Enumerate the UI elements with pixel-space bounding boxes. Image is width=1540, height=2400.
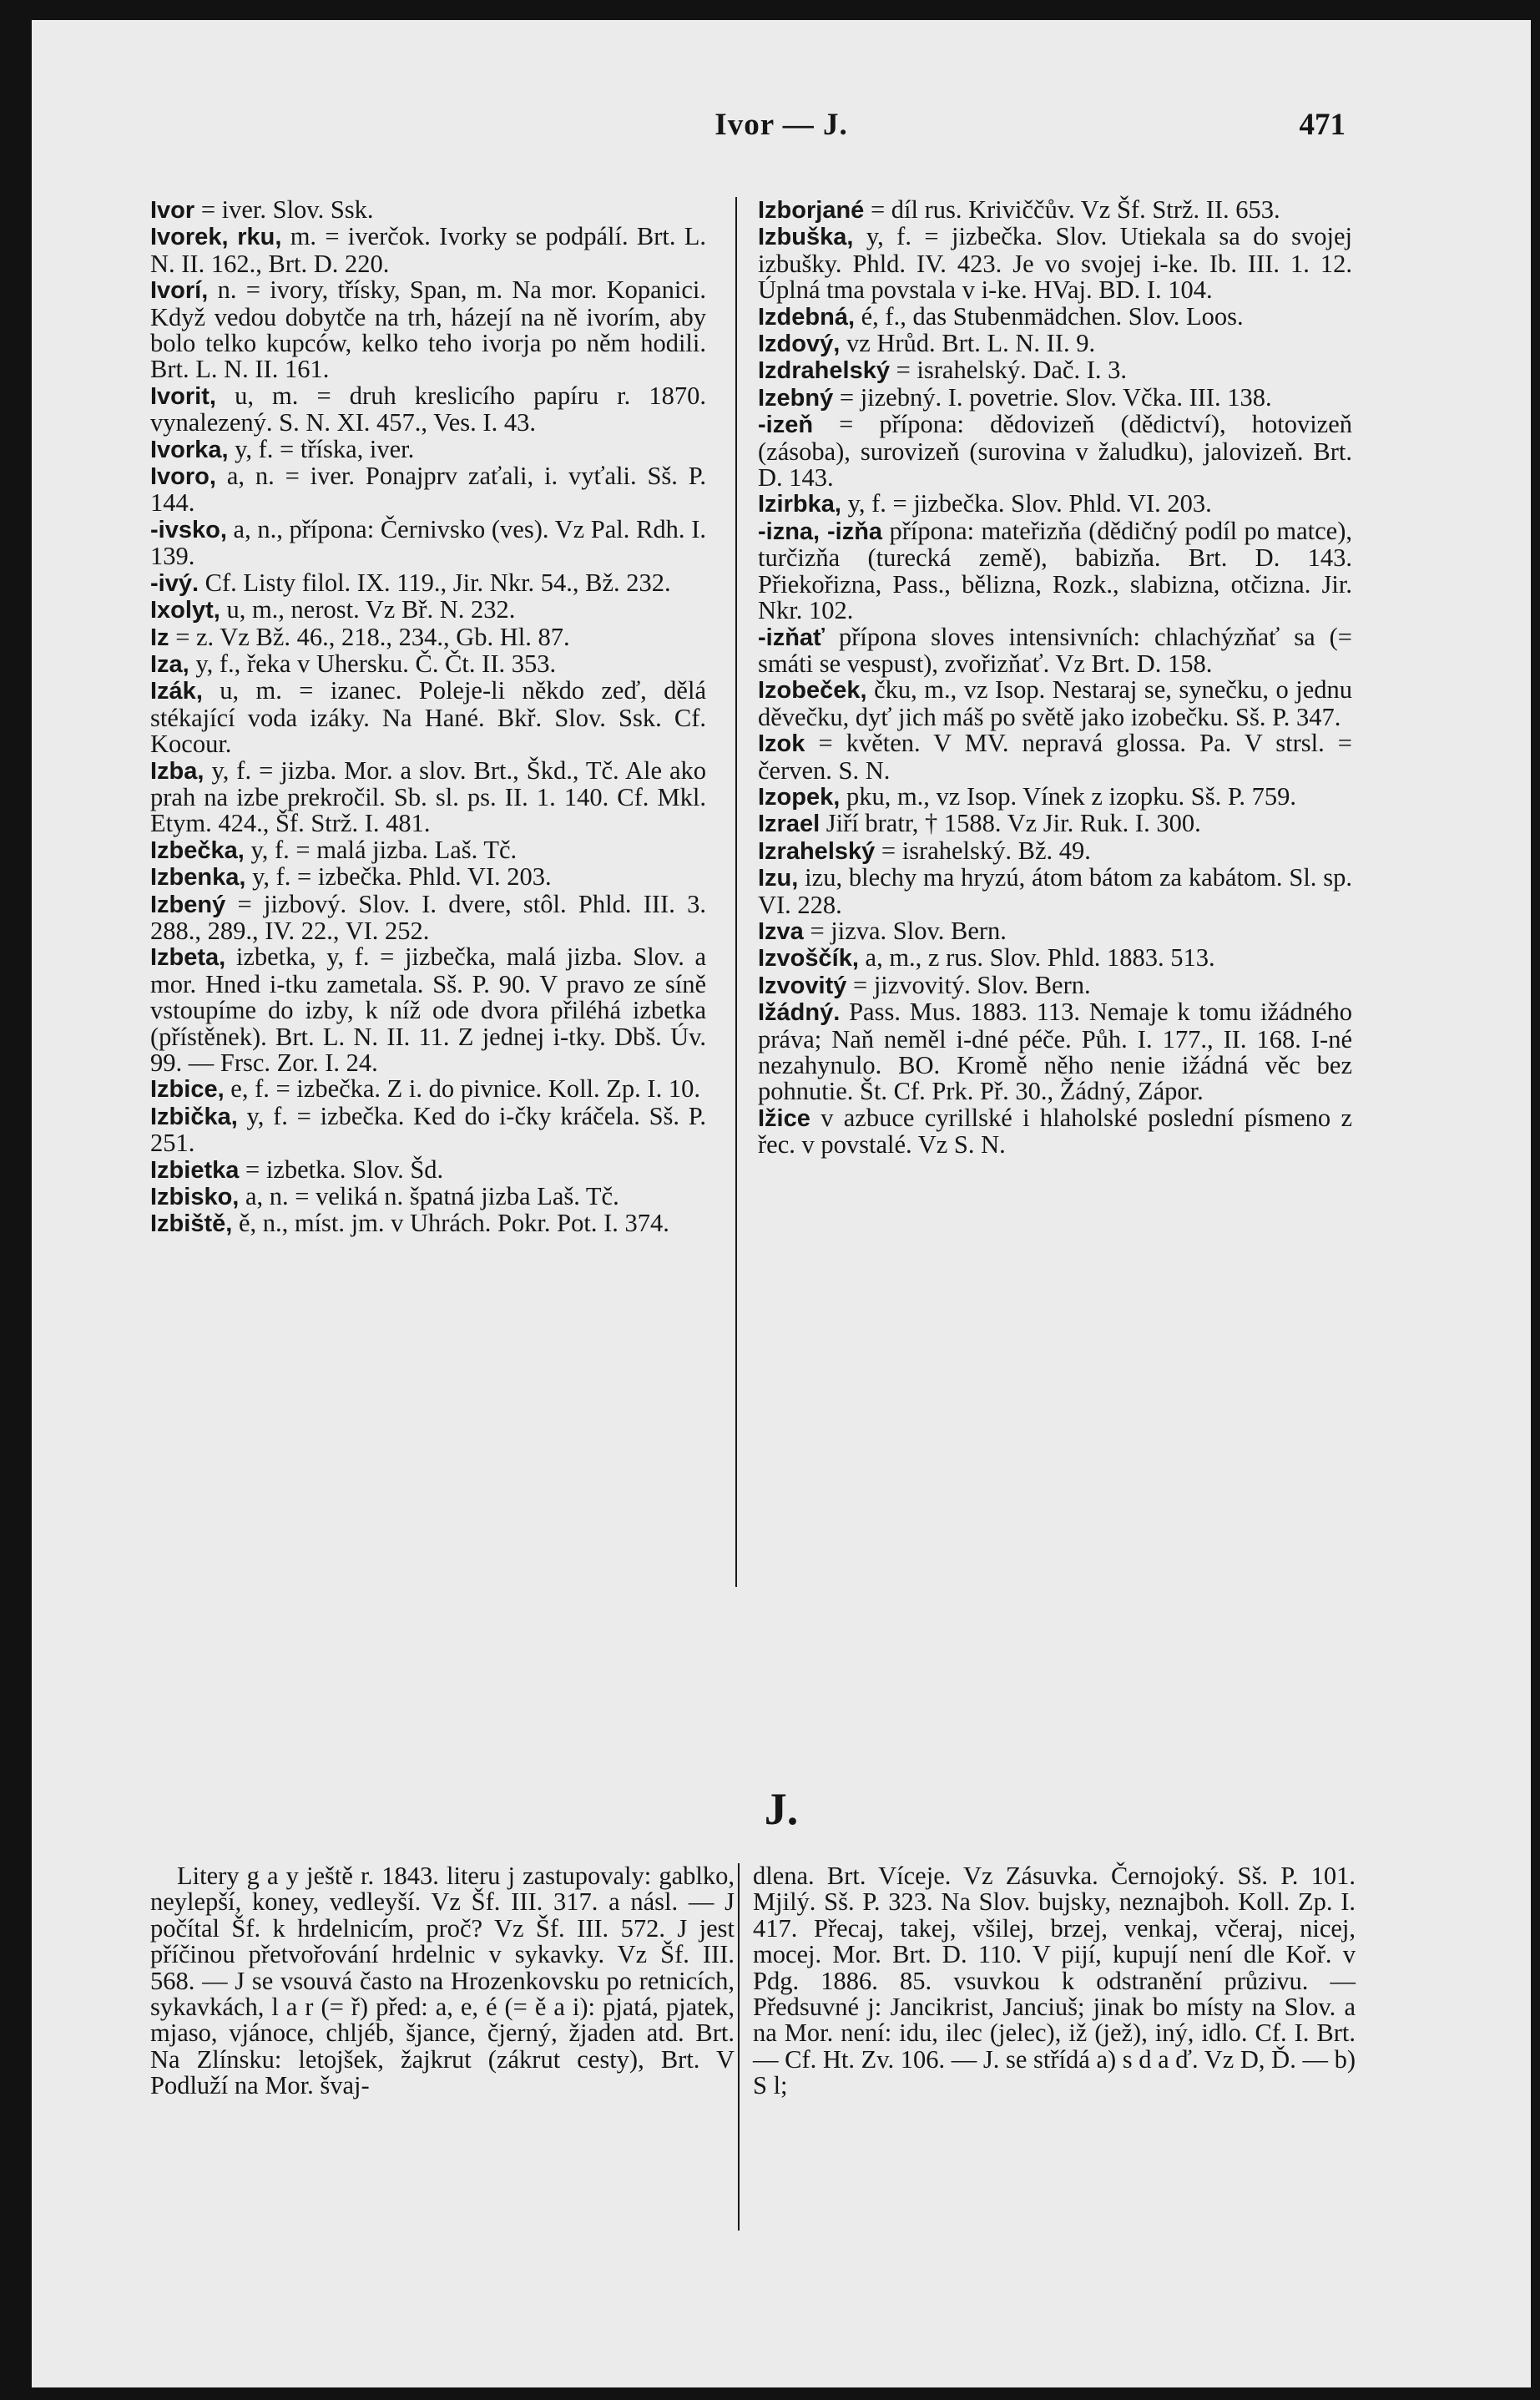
entry-definition: u, m., nerost. Vz Bř. N. 232.: [220, 595, 516, 624]
dictionary-entry: [150, 277, 706, 383]
j-section-paragraph-continued: dlena. Brt. Víceje. Vz Zásuvka. Černojoký. Sš. P. 101. Mjilý. Sš. P. 323. Na Slov. bujsky, neznajboh. Koll. Zp. I. 417. Přecaj, takej, všilej, brzej, venkaj, včeraj, nicej, mocej. Mor. Brt. D. 110. V pijí, kupují není dle Koř. v Pdg. 1886. 85. vsuvkou k odstranění průzivu. — Předsuvné j: Jancikrist, Janciuš; jinak bo místy na Slov. a na Mor. není: idu, ilec (jelec), iž (jež), iný, idlo. Cf. I. Brt. — Cf. Ht. Zv. 106. — J. se střídá a) s d a ď. Vz D, Ď. — b) S l;: [753, 1862, 1356, 2100]
entry-definition: = jizvovitý. Slov. Bern.: [846, 970, 1091, 999]
entry-headword: Izebný: [758, 384, 834, 412]
dictionary-entry: [758, 781, 1352, 811]
entry-definition: a, n., přípona: Černivsko (ves). Vz Pal. Rdh. I. 139.: [150, 514, 706, 571]
entry-headword: Izbice,: [150, 1076, 225, 1104]
entry-definition: = díl rus. Kriviččův. Vz Šf. Strž. II. 653.: [864, 195, 1280, 224]
dictionary-entry: [758, 918, 1352, 945]
j-section-left-column: [150, 1863, 735, 2099]
dictionary-entry: [150, 755, 706, 838]
entry-definition: n. = ivory, třísky, Span, m. Na mor. Kopanici. Když vedou dobytče na trh, házejí na ně ivorím, aby bolo telko kupców, kelko teho ivorja po něm hodili. Brt. L. N. II. 161.: [150, 275, 706, 384]
dictionary-entry: [758, 999, 1352, 1105]
entry-headword: Izbietka: [150, 1156, 240, 1184]
dictionary-entry: [150, 651, 706, 678]
entry-headword: Izok: [758, 730, 805, 758]
entry-definition: y, f. = tříska, iver.: [228, 434, 415, 463]
entry-headword: Ižice: [758, 1104, 810, 1132]
section-letter-heading: J.: [764, 1784, 799, 1834]
dictionary-entry: [150, 514, 706, 571]
running-header: Ivor — J.: [714, 108, 848, 142]
entry-headword: Izdebná,: [758, 303, 856, 331]
entry-definition: ě, n., míst. jm. v Uhrách. Pokr. Pot. I. 374.: [232, 1209, 669, 1238]
entry-definition: y, f. = jizba. Mor. a slov. Brt., Škd., Tč. Ale ako prah na izbe prekročil. Sb. sl. ps. II. 1. 140. Cf. Mkl. Etym. 424., Šf. Strž. I. 481.: [150, 755, 706, 838]
entry-headword: Ixolyt,: [150, 597, 220, 624]
j-section-paragraph: Litery g a y ještě r. 1843. literu j zastupovaly: gablko, neylepší, koney, vedleyší. Vz Šf. III. 317. a násl. — J počítal Šf. k hrdelnicím, proč? Vz Šf. III. 572. J jest příčinou přetvořování hrdelnic v sykavky. Vz Šf. III. 568. — J se vsouvá často na Hrozenkovsku po retnicích, sykavkách, l a r (= ř) před: a, e, é (= ě a i): pjatá, pjatek, mjaso, vjánoce, chljéb, šjance, čjerný, žjaden atd. Brt. Na Zlínsku: letojšek, žajkrut (zákrut cesty), Brt. V Podluží na Mor. švaj-: [150, 1862, 735, 2100]
dictionary-entry: [758, 412, 1352, 491]
dictionary-entry: [150, 1076, 706, 1103]
dictionary-entry: [150, 889, 706, 945]
entry-definition: = přípona: dědovizeň (dědictví), hotovizeň (zásoba), surovizeň (surovina v žaludku), jalovizeň. Brt. D. 143.: [758, 410, 1352, 493]
dictionary-entry: [758, 970, 1352, 999]
dictionary-entry: [758, 331, 1352, 357]
entry-headword: Izbisko,: [150, 1184, 240, 1211]
dictionary-entry: [758, 1105, 1352, 1159]
entry-headword: Izborjané: [758, 197, 865, 224]
page-number: 471: [1299, 108, 1346, 142]
entry-headword: Izbečka,: [150, 836, 245, 864]
entry-headword: Izbiště,: [150, 1210, 233, 1238]
column-divider: [735, 197, 737, 1587]
dictionary-entry: [150, 678, 706, 757]
dictionary-entry: [150, 837, 706, 864]
entry-headword: Izrael: [758, 811, 820, 838]
entry-headword: Izák,: [150, 678, 203, 705]
dictionary-entry: [758, 518, 1352, 624]
entry-definition: = izbetka. Slov. Šd.: [239, 1155, 444, 1184]
entry-definition: = jizva. Slov. Bern.: [803, 916, 1007, 945]
entry-definition: e, f. = izbečka. Z i. do pivnice. Koll. Zp. I. 10.: [224, 1074, 700, 1104]
dictionary-entry: [758, 838, 1352, 865]
entry-definition: izbetka, y, f. = jizbečka, malá jizba. Slov. a mor. Hned i-tku zametala. Sš. P. 90. V pravo ze síně vstoupíme do izby, k níž ode dvora přiléhá izbetka (přístěnek). Brt. L. N. II. 11. Z jednej i-tky. Dbš. Úv. 99. — Frsc. Zor. I. 24.: [150, 942, 706, 1077]
entry-headword: Izvovitý: [758, 972, 847, 999]
entry-headword: Iz: [150, 624, 169, 651]
entry-headword: Izva: [758, 917, 804, 945]
entry-definition: é, f., das Stubenmädchen. Slov. Loos.: [855, 301, 1244, 331]
entry-definition: čku, m., vz Isop. Nestaraj se, synečku, o jednu děvečku, dyť jich máš po světě jako izobečku. Sš. P. 347.: [758, 675, 1352, 731]
dictionary-page: [32, 20, 1531, 2387]
entry-definition: = jizbový. Slov. I. dvere, stôl. Phld. III. 3. 288., 289., IV. 22., VI. 252.: [150, 889, 706, 945]
entry-definition: Cf. Listy filol. IX. 119., Jir. Nkr. 54., Bž. 232.: [199, 568, 671, 597]
dictionary-entry: [150, 197, 706, 224]
dictionary-entry: [150, 864, 706, 891]
entry-definition: a, m., z rus. Slov. Phld. 1883. 513.: [858, 943, 1215, 973]
entry-definition: = z. Vz Bž. 46., 218., 234., Gb. Hl. 87.: [169, 622, 570, 651]
entry-definition: = květen. V MV. nepravá glossa. Pa. V strsl. = červen. S. N.: [758, 729, 1352, 785]
entry-headword: Ivor: [150, 197, 195, 224]
entry-definition: izu, blechy ma hryzú, átom bátom za kabátom. Sl. sp. VI. 228.: [758, 863, 1352, 919]
column-divider-bottom: [738, 1863, 740, 2231]
entry-definition: a, n. = veliká n. špatná jizba Laš. Tč.: [239, 1182, 619, 1211]
entry-definition: m. = iverčok. Ivorky se podpálí. Brt. L. N. II. 162., Brt. D. 220.: [150, 222, 706, 278]
entry-headword: Ivorí,: [150, 277, 209, 305]
entry-headword: Izu,: [758, 865, 799, 892]
entry-headword: -ivsko,: [150, 516, 227, 543]
entry-headword: -izeň: [758, 412, 814, 439]
entry-definition: přípona sloves intensivních: chlachýzňať sa (= smáti se vespust), zvořizňať. Vz Brt. D. 158.: [758, 622, 1352, 678]
entry-definition: Pass. Mus. 1883. 113. Nemaje k tomu ižádného práva; Naň neměl i-dné péče. Půh. I. 177., II. 168. I-né nezahynulo. BO. Kromě něho nenie ižádná věc bez pohnutie. Št. Cf. Prk. Př. 30., Žádný, Zápor.: [758, 998, 1352, 1106]
entry-headword: -izňať: [758, 624, 825, 651]
entry-definition: y, f. = jizbečka. Slov. Utiekala sa do svojej izbušky. Phld. IV. 423. Je vo svojej i-ke. Ib. III. 1. 12. Úplná tma povstala v i-ke. HVaj. BD. I. 104.: [758, 222, 1352, 305]
j-section-right-column: [753, 1863, 1356, 2099]
dictionary-entry: [150, 1184, 706, 1210]
entry-headword: Ivorka,: [150, 436, 229, 463]
entry-headword: Ižádný.: [758, 999, 841, 1027]
entry-headword: Izdrahelský: [758, 357, 890, 385]
dictionary-entry: [150, 224, 706, 277]
dictionary-entry: [758, 491, 1352, 518]
dictionary-entry: [758, 945, 1352, 972]
dictionary-entry: [150, 1210, 706, 1237]
dictionary-entry: [150, 624, 706, 651]
entry-definition: y, f. = jizbečka. Slov. Phld. VI. 203.: [841, 489, 1212, 518]
entry-headword: Ivorit,: [150, 382, 216, 410]
left-column: [150, 197, 706, 1238]
dictionary-entry: [758, 624, 1352, 678]
dictionary-entry: [150, 383, 706, 437]
dictionary-entry: [758, 677, 1352, 730]
entry-definition: pku, m., vz Isop. Vínek z izopku. Sš. P. 759.: [840, 781, 1297, 811]
entry-headword: -ivý.: [150, 569, 199, 597]
entry-headword: -izna, -izňa: [758, 518, 883, 545]
dictionary-entry: [758, 301, 1352, 331]
entry-definition: vz Hrůd. Brt. L. N. II. 9.: [840, 329, 1096, 358]
entry-definition: y, f. = izbečka. Phld. VI. 203.: [245, 862, 552, 892]
entry-headword: Izbenka,: [150, 864, 246, 892]
entry-headword: Izopek,: [758, 783, 841, 811]
dictionary-entry: [150, 1157, 706, 1184]
entry-definition: y, f. = malá jizba. Laš. Tč.: [244, 835, 518, 864]
entry-headword: Ivorek, rku,: [150, 224, 282, 251]
dictionary-entry: [150, 463, 706, 517]
entry-headword: Izba,: [150, 757, 204, 785]
entry-definition: přípona: mateřizňa (dědičný podíl po matce), turčizňa (turecká země), babizňa. Brt. D. 143. Přiekořizna, Pass., bělizna, Rozk., slabizna, otčizna. Jir. Nkr. 102.: [758, 516, 1352, 625]
dictionary-entry: [758, 811, 1352, 837]
dictionary-entry: [150, 1101, 706, 1158]
entry-definition: y, f., řeka v Uhersku. Č. Čt. II. 353.: [189, 649, 557, 678]
entry-definition: a, n. = iver. Ponajprv zaťali, i. vyťali. Sš. P. 144.: [150, 462, 706, 518]
entry-headword: Izbený: [150, 891, 226, 918]
dictionary-entry: [758, 197, 1352, 224]
entry-headword: Izirbka,: [758, 491, 841, 518]
entry-definition: = iver. Slov. Ssk.: [194, 195, 374, 224]
entry-headword: Izbička,: [150, 1103, 238, 1130]
entry-definition: Jiří bratr, † 1588. Vz Jir. Ruk. I. 300.: [820, 809, 1201, 838]
dictionary-entry: [150, 434, 706, 463]
entry-definition: u, m. = druh kreslicího papíru r. 1870. vynalezený. S. N. XI. 457., Ves. I. 43.: [150, 381, 706, 437]
dictionary-entry: [758, 357, 1352, 384]
entry-definition: y, f. = izbečka. Ked do i-čky kráčela. Sš. P. 251.: [150, 1101, 706, 1158]
entry-headword: Izdový,: [758, 331, 841, 358]
dictionary-entry: [150, 597, 706, 624]
dictionary-entry: [150, 944, 706, 1076]
dictionary-entry: [150, 570, 706, 597]
right-column: [758, 197, 1352, 1159]
entry-headword: Izrahelský: [758, 837, 876, 865]
entry-headword: Izbuška,: [758, 224, 854, 251]
entry-headword: Izobeček,: [758, 677, 867, 705]
dictionary-entry: [758, 865, 1352, 918]
entry-definition: = jizebný. I. povetrie. Slov. Včka. III. 138.: [833, 382, 1272, 412]
entry-headword: Ivoro,: [150, 463, 216, 491]
entry-definition: = israhelský. Bž. 49.: [875, 836, 1091, 865]
entry-definition: = israhelský. Dač. I. 3.: [889, 356, 1127, 385]
entry-headword: Izvoščík,: [758, 945, 859, 973]
dictionary-entry: [758, 224, 1352, 303]
entry-headword: Izbeta,: [150, 944, 226, 972]
dictionary-entry: [758, 382, 1352, 412]
entry-headword: Iza,: [150, 650, 189, 678]
dictionary-entry: [758, 730, 1352, 784]
entry-definition: u, m. = izanec. Poleje-li někdo zeď, dělá stékající voda izáky. Na Hané. Bkř. Slov. Ssk. Cf. Kocour.: [150, 676, 706, 759]
entry-definition: v azbuce cyrillské i hlaholské poslední písmeno z řec. v povstalé. Vz S. N.: [758, 1103, 1352, 1160]
